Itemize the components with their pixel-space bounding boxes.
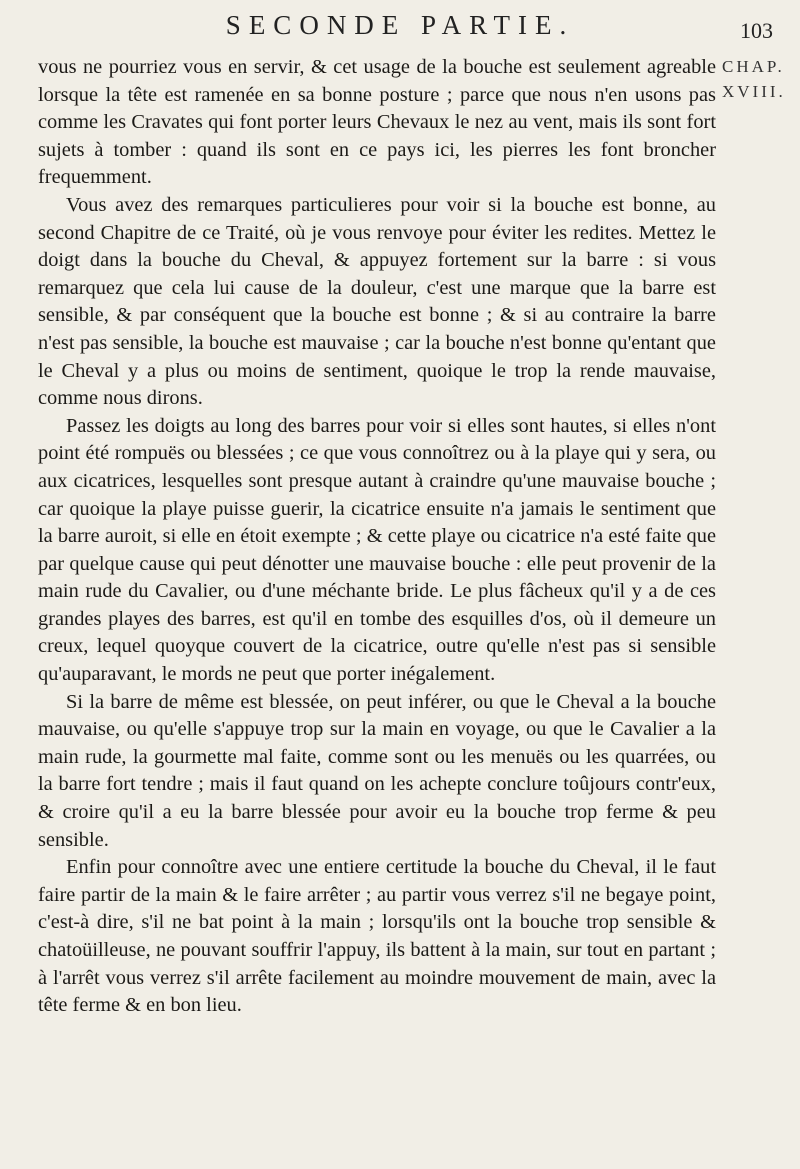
body-text (38, 54, 716, 1020)
paragraph: Vous avez des remarques particulieres pour voir si la bouche est bonne, au second Chapitre de ce Traité, où je vous renvoye pour éviter les redites. Mettez le doigt dans la bouche du Cheval, & appuyez fortement sur la barre : si vous remarquez que cela lui cause de la douleur, c'est une marque que la barre est sensible, & par conséquent que la bouche est bonne ; & si au contraire la barre n'est pas sensible, la bouche est mauvaise ; car la bouche n'est bonne qu'entant que le Cheval y a plus ou moins de sentiment, quoique le trop la rende mauvaise, comme nous dirons. (38, 193, 716, 410)
chapter-margin-note (722, 54, 800, 104)
running-title: SECONDE PARTIE. (225, 10, 575, 40)
margin-note-chapter-number: XVIII. (722, 82, 786, 101)
paragraph: vous ne pourriez vous en servir, & cet usage de la bouche est seulement agreable lorsque la tête est ramenée en sa bonne posture ; parce que nous n'en usons pas comme les Cravates qui font porter leurs Chevaux le nez au vent, mais ils sont fort sujets à tomber : quand ils sont en ce pays ici, les pierres les font broncher frequemment. (38, 56, 716, 189)
page-number: 103 (740, 18, 773, 43)
paragraph: Enfin pour connoître avec une entiere certitude la bouche du Cheval, il le faut faire partir de la main & le faire arrêter ; au partir vous verrez s'il ne begaye point, c'est-à dire, s'il ne bat point à la main ; lorsqu'ils ont la bouche trop sensible & chatoüilleuse, ne pouvant souffrir l'appuy, ils battent à la main, sur tout en partant ; à l'arrêt vous verrez s'il arrête facilement au moindre mouvement de main, avec la tête ferme & en bon lieu. (38, 856, 716, 1017)
margin-note-chapter: CHAP. (722, 57, 785, 76)
paragraph: Passez les doigts au long des barres pour voir si elles sont hautes, si elles n'ont point été rompuës ou blessées ; ce que vous connoîtrez ou à la playe qui y sera, ou aux cicatrices, lesquelles sont presque autant à craindre qu'une mauvaise bouche ; car quoique la playe puisse guerir, la cicatrice ensuite n'a jamais le sentiment que la barre auroit, si elle en étoit exempte ; & cette playe ou cicatrice n'a esté faite que par quelque cause qui peut dénotter une mauvaise bouche : elle peut provenir de la main rude du Cavalier, ou d'une méchante bride. Le plus fâcheux qu'il y a de ces grandes playes des barres, est qu'il en tombe des esquilles d'os, où il demeure un creux, lequel quoyque couvert de la cicatrice, outre qu'elle n'est pas si sensible qu'auparavant, le mords ne peut que porter inégalement. (38, 414, 716, 686)
paragraph: Si la barre de même est blessée, on peut inférer, ou que le Cheval a la bouche mauvaise, ou qu'elle s'appuye trop sur la main en voyage, ou que le Cavalier a la main rude, la gourmette mal faite, comme sont ou les menuës ou les quarrées, ou la barre fort tendre ; mais il faut quand on les achepte conclure toûjours contr'eux, & croire qu'il a eu la barre blessée pour avoir eu la bouche trop ferme & peu sensible. (38, 690, 716, 851)
